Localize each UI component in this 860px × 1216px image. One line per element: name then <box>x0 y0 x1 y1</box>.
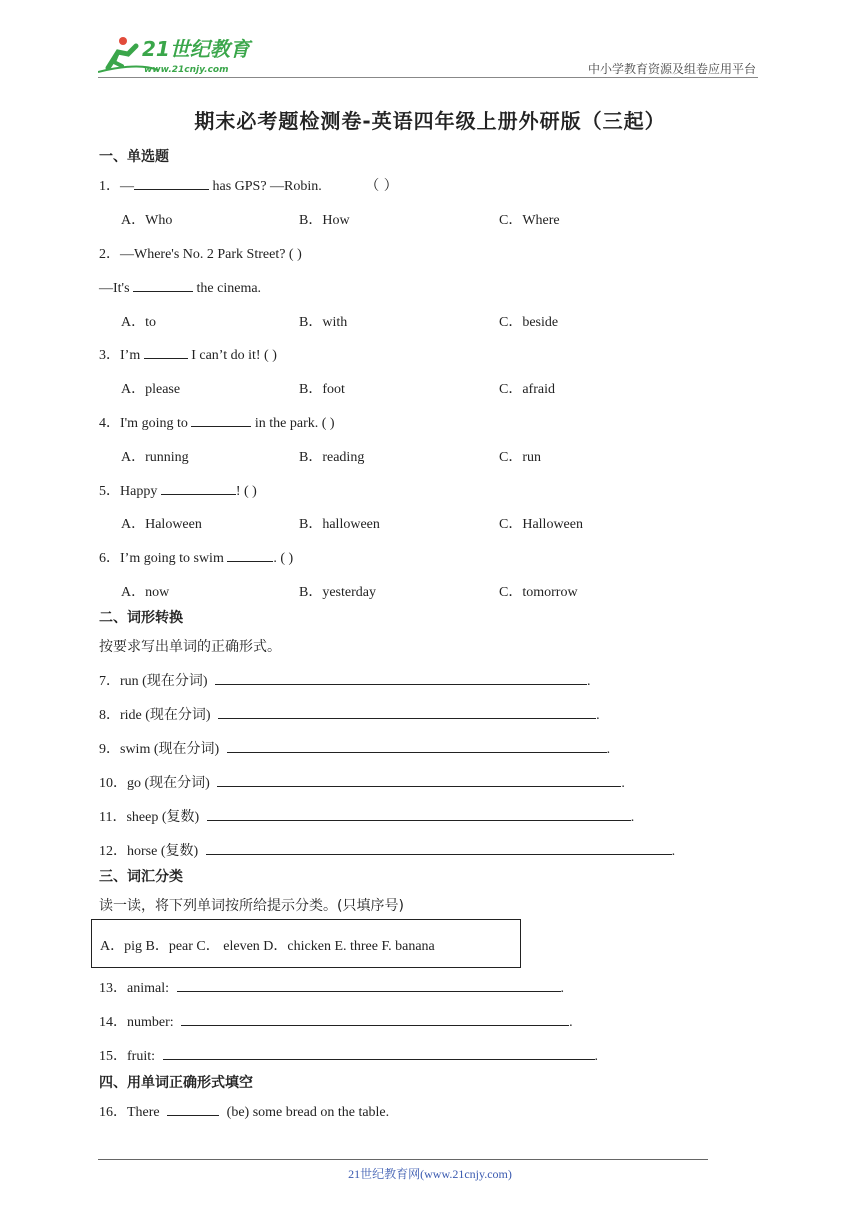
option-b[interactable]: B．with <box>299 315 348 330</box>
answer-blank[interactable] <box>134 175 209 190</box>
option-b[interactable]: B．halloween <box>299 517 380 532</box>
section-instructions: 读一读，将下列单词按所给提示分类。(只填序号) <box>99 898 404 914</box>
footer-link[interactable]: 21世纪教育网(www.21cnjy.com) <box>348 1167 512 1181</box>
question-text: 14．number: <box>99 1015 174 1030</box>
question-text: . ( ) <box>273 551 294 566</box>
question-8 <box>99 704 600 724</box>
question-2-line-2 <box>99 277 261 297</box>
period: . <box>606 742 611 757</box>
period: . <box>587 674 591 689</box>
question-text: — <box>120 179 134 194</box>
question-text: 11．sheep (复数) <box>99 810 200 825</box>
header-platform-text: 中小学教育资源及组卷应用平台 <box>587 62 756 76</box>
question-number: 6． <box>99 551 120 566</box>
answer-line[interactable] <box>215 670 587 685</box>
answer-blank[interactable] <box>133 277 193 292</box>
answer-line[interactable] <box>218 704 596 719</box>
option-c[interactable]: C．afraid <box>499 382 555 397</box>
answer-line[interactable] <box>177 977 561 992</box>
question-text: I’m going to swim <box>120 551 224 566</box>
option-c[interactable]: C．tomorrow <box>499 585 578 600</box>
page-header <box>98 30 758 78</box>
question-text: I'm going to <box>120 416 188 431</box>
question-14 <box>99 1011 573 1031</box>
answer-line[interactable] <box>163 1045 595 1060</box>
question-text: I’m <box>120 348 141 363</box>
option-a[interactable]: A．running <box>121 450 189 465</box>
question-16 <box>99 1101 389 1121</box>
question-1 <box>99 175 398 195</box>
option-a[interactable]: A．Who <box>121 213 173 228</box>
answer-blank[interactable] <box>167 1101 219 1116</box>
question-text: 15．fruit: <box>99 1049 155 1064</box>
question-text: 10．go (现在分词) <box>99 776 210 791</box>
logo-text: 21世纪教育 <box>142 37 250 61</box>
question-number: 1． <box>99 179 120 194</box>
question-12 <box>99 840 675 860</box>
answer-blank[interactable] <box>191 412 251 427</box>
period: . <box>630 810 635 825</box>
question-number: 5． <box>99 484 120 499</box>
answer-line[interactable] <box>227 738 607 753</box>
option-b[interactable]: B．yesterday <box>299 585 376 600</box>
question-text: 9．swim (现在分词) <box>99 742 220 757</box>
question-text: —Where's No. 2 Park Street? ( ) <box>120 247 302 262</box>
question-number: 3． <box>99 348 120 363</box>
option-c[interactable]: C．Where <box>499 213 560 228</box>
word-bank-box <box>91 919 521 968</box>
answer-line[interactable] <box>217 772 621 787</box>
period: . <box>560 981 564 996</box>
question-6 <box>99 547 293 567</box>
option-a[interactable]: A．to <box>121 315 156 330</box>
answer-blank[interactable] <box>144 344 188 359</box>
question-text: ! ( ) <box>235 484 257 499</box>
question-text: has GPS? —Robin. <box>212 179 322 194</box>
question-text: 13．animal: <box>99 981 169 996</box>
question-10 <box>99 772 625 792</box>
section-heading-3: 三、词汇分类 <box>99 869 183 885</box>
question-2 <box>99 243 302 263</box>
logo-url: www.21cnjy.com <box>144 65 229 75</box>
option-a[interactable]: A．please <box>121 382 181 397</box>
word-bank-text: A．pig B．pear C． eleven D．chicken E. three F. banana <box>100 939 435 954</box>
question-text: 8．ride (现在分词) <box>99 708 211 723</box>
answer-blank[interactable] <box>227 547 273 562</box>
question-text: —It's <box>99 281 130 296</box>
option-b[interactable]: B．foot <box>299 382 345 397</box>
option-a[interactable]: A．Haloween <box>121 517 202 532</box>
question-3 <box>99 344 277 364</box>
option-b[interactable]: B．How <box>299 213 350 228</box>
option-b[interactable]: B．reading <box>299 450 365 465</box>
question-7 <box>99 670 591 690</box>
question-text: in the park. ( ) <box>254 416 335 431</box>
question-number: 4． <box>99 416 120 431</box>
period: . <box>621 776 625 791</box>
answer-blank[interactable] <box>161 480 236 495</box>
section-heading-2: 二、词形转换 <box>99 610 183 626</box>
header-divider <box>98 77 758 78</box>
question-text: 7．run (现在分词) <box>99 674 208 689</box>
period: . <box>671 844 676 859</box>
option-c[interactable]: C．beside <box>499 315 559 330</box>
question-9 <box>99 738 610 758</box>
section-heading-4: 四、用单词正确形式填空 <box>99 1075 253 1091</box>
section-instructions: 按要求写出单词的正确形式。 <box>99 639 281 655</box>
option-c[interactable]: C．run <box>499 450 541 465</box>
question-text: (be) some bread on the table. <box>226 1105 390 1120</box>
question-text: I can’t do it! ( ) <box>191 348 277 363</box>
period: . <box>596 708 600 723</box>
answer-line[interactable] <box>207 806 631 821</box>
section-heading-1: 一、单选题 <box>99 149 169 165</box>
question-text: 12．horse (复数) <box>99 844 199 859</box>
question-11 <box>99 806 634 826</box>
question-13 <box>99 977 564 997</box>
option-a[interactable]: A．now <box>121 585 170 600</box>
option-c[interactable]: C．Halloween <box>499 517 583 532</box>
footer-divider <box>98 1159 708 1160</box>
question-number: 2． <box>99 247 120 262</box>
answer-line[interactable] <box>181 1011 569 1026</box>
period: . <box>594 1049 598 1064</box>
page-title: 期末必考题检测卷-英语四年级上册外研版（三起） <box>194 109 666 133</box>
question-15 <box>99 1045 598 1065</box>
question-text: Happy <box>120 484 158 499</box>
question-4 <box>99 412 335 432</box>
question-5 <box>99 480 257 500</box>
question-text: 16．There <box>99 1105 160 1120</box>
answer-line[interactable] <box>206 840 672 855</box>
question-text: the cinema. <box>196 281 262 296</box>
logo-icon <box>98 32 268 76</box>
answer-paren[interactable]: （ ） <box>365 178 398 194</box>
period: . <box>569 1015 573 1030</box>
